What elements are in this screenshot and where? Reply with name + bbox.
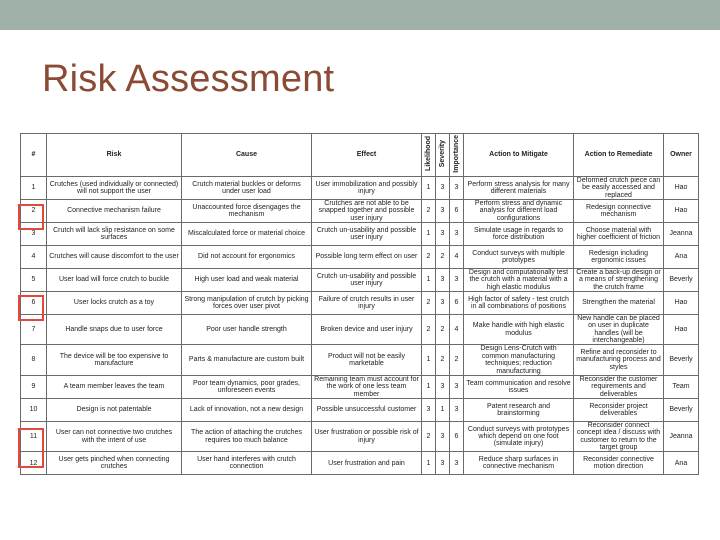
cell-owner: Hao: [664, 200, 699, 223]
cell-mitigate: Make handle with high elastic modulus: [464, 315, 574, 345]
table-row: [21, 421, 699, 451]
cell-owner: Hao: [664, 177, 699, 200]
highlight-marker-row-11: [18, 428, 44, 468]
header-num: #: [21, 134, 47, 177]
cell-mitigate: High factor of safety - test crutch in all combinations of positions: [464, 292, 574, 315]
cell-cause: The action of attaching the crutches requires too much balance: [182, 421, 312, 451]
table-row: [21, 269, 699, 292]
cell-remediate: Strengthen the material: [574, 292, 664, 315]
table-header-row: [21, 134, 699, 177]
cell-effect: Failure of crutch results in user injury: [312, 292, 422, 315]
header-mitigate: Action to Mitigate: [464, 134, 574, 177]
cell-severity: 1: [436, 398, 450, 421]
cell-severity: 3: [436, 200, 450, 223]
header-importance: [450, 134, 464, 177]
cell-remediate: New handle can be placed on user in duplicate handles (will be interchangeable): [574, 315, 664, 345]
cell-severity: 2: [436, 315, 450, 345]
cell-remediate: Reconsider the customer requirements and deliverables: [574, 375, 664, 398]
cell-severity: 3: [436, 452, 450, 475]
cell-severity: 3: [436, 292, 450, 315]
cell-cause: Crutch material buckles or deforms under user load: [182, 177, 312, 200]
cell-severity: 3: [436, 375, 450, 398]
header-likelihood-label: Likelihood: [424, 136, 432, 172]
table-row: [21, 452, 699, 475]
table-row: [21, 315, 699, 345]
risk-assessment-table: [20, 133, 699, 475]
cell-severity: 2: [436, 246, 450, 269]
table-row: [21, 375, 699, 398]
cell-effect: Product will not be easily marketable: [312, 345, 422, 375]
cell-risk: User gets pinched when connecting crutches: [47, 452, 182, 475]
cell-importance: 3: [450, 269, 464, 292]
cell-likelihood: 2: [422, 315, 436, 345]
cell-effect: Possible unsuccessful customer: [312, 398, 422, 421]
cell-cause: Parts & manufacture are custom built: [182, 345, 312, 375]
cell-severity: 2: [436, 345, 450, 375]
cell-mitigate: Design Lens-Crutch with common manufacturing techniques; reduction manufacturing: [464, 345, 574, 375]
table-row: [21, 223, 699, 246]
cell-remediate: Reconsider project deliverables: [574, 398, 664, 421]
header-severity-label: Severity: [438, 140, 446, 168]
table-row: [21, 292, 699, 315]
cell-likelihood: 1: [422, 452, 436, 475]
cell-likelihood: 1: [422, 375, 436, 398]
cell-likelihood: 2: [422, 200, 436, 223]
cell-num: 3: [21, 223, 47, 246]
cell-owner: Beverly: [664, 345, 699, 375]
cell-owner: Ana: [664, 246, 699, 269]
cell-importance: 3: [450, 375, 464, 398]
cell-effect: User immobilization and possibly injury: [312, 177, 422, 200]
cell-risk: User locks crutch as a toy: [47, 292, 182, 315]
cell-importance: 4: [450, 246, 464, 269]
cell-likelihood: 2: [422, 246, 436, 269]
cell-remediate: Reconsider connective motion direction: [574, 452, 664, 475]
slide-title: Risk Assessment: [42, 58, 335, 100]
cell-mitigate: Reduce sharp surfaces in connective mechanism: [464, 452, 574, 475]
header-importance-label: Importance: [452, 134, 460, 173]
slide-top-bar: [0, 0, 720, 30]
cell-cause: High user load and weak material: [182, 269, 312, 292]
cell-num: 7: [21, 315, 47, 345]
cell-severity: 3: [436, 421, 450, 451]
cell-effect: User frustration and pain: [312, 452, 422, 475]
table-row: [21, 177, 699, 200]
cell-risk: Handle snaps due to user force: [47, 315, 182, 345]
cell-mitigate: Team communication and resolve issues: [464, 375, 574, 398]
cell-importance: 6: [450, 292, 464, 315]
cell-risk: User load will force crutch to buckle: [47, 269, 182, 292]
cell-effect: User frustration or possible risk of injury: [312, 421, 422, 451]
cell-risk: User can not connective two crutches with the intent of use: [47, 421, 182, 451]
cell-remediate: Redesign connective mechanism: [574, 200, 664, 223]
cell-effect: Crutch un-usability and possible user injury: [312, 223, 422, 246]
header-cause: Cause: [182, 134, 312, 177]
cell-importance: 3: [450, 452, 464, 475]
cell-mitigate: Perform stress analysis for many different materials: [464, 177, 574, 200]
cell-cause: Did not account for ergonomics: [182, 246, 312, 269]
cell-owner: Hao: [664, 292, 699, 315]
cell-mitigate: Simulate usage in regards to force distribution: [464, 223, 574, 246]
highlight-marker-row-2: [18, 204, 44, 230]
cell-likelihood: 3: [422, 398, 436, 421]
header-severity: [436, 134, 450, 177]
cell-owner: Team: [664, 375, 699, 398]
cell-cause: Lack of innovation, not a new design: [182, 398, 312, 421]
header-remediate: Action to Remediate: [574, 134, 664, 177]
cell-remediate: Choose material with higher coefficient of friction: [574, 223, 664, 246]
cell-cause: Poor user handle strength: [182, 315, 312, 345]
cell-likelihood: 2: [422, 421, 436, 451]
cell-num: 1: [21, 177, 47, 200]
cell-mitigate: Conduct surveys with multiple prototypes: [464, 246, 574, 269]
cell-effect: Crutch un-usability and possible user injury: [312, 269, 422, 292]
cell-num: 5: [21, 269, 47, 292]
cell-owner: Ana: [664, 452, 699, 475]
cell-mitigate: Perform stress and dynamic analysis for different load configurations: [464, 200, 574, 223]
cell-num: 9: [21, 375, 47, 398]
table-row: [21, 398, 699, 421]
cell-num: 4: [21, 246, 47, 269]
cell-cause: Unaccounted force disengages the mechanism: [182, 200, 312, 223]
cell-risk: Crutches (used individually or connected) will not support the user: [47, 177, 182, 200]
table-row: [21, 246, 699, 269]
cell-mitigate: Patent research and brainstorming: [464, 398, 574, 421]
cell-effect: Crutches are not able to be snapped together and possible user injury: [312, 200, 422, 223]
cell-importance: 3: [450, 398, 464, 421]
cell-cause: User hand interferes with crutch connection: [182, 452, 312, 475]
cell-num: 8: [21, 345, 47, 375]
cell-severity: 3: [436, 269, 450, 292]
cell-remediate: Redesign including ergonomic issues: [574, 246, 664, 269]
cell-remediate: Refine and reconsider to manufacturing process and styles: [574, 345, 664, 375]
cell-owner: Jeanna: [664, 223, 699, 246]
cell-num: 2: [21, 200, 47, 223]
cell-importance: 3: [450, 223, 464, 246]
cell-risk: Connective mechanism failure: [47, 200, 182, 223]
cell-risk: A team member leaves the team: [47, 375, 182, 398]
cell-likelihood: 1: [422, 269, 436, 292]
cell-owner: Hao: [664, 315, 699, 345]
header-likelihood: [422, 134, 436, 177]
cell-importance: 4: [450, 315, 464, 345]
cell-num: 12: [21, 452, 47, 475]
cell-importance: 2: [450, 345, 464, 375]
header-owner: Owner: [664, 134, 699, 177]
cell-likelihood: 1: [422, 345, 436, 375]
cell-severity: 3: [436, 223, 450, 246]
header-risk: Risk: [47, 134, 182, 177]
cell-remediate: Reconsider connect concept idea / discuss with customer to return to the target group: [574, 421, 664, 451]
cell-importance: 6: [450, 421, 464, 451]
cell-severity: 3: [436, 177, 450, 200]
cell-remediate: Deformed crutch piece can be easily accessed and replaced: [574, 177, 664, 200]
cell-risk: Design is not patentable: [47, 398, 182, 421]
cell-likelihood: 2: [422, 292, 436, 315]
cell-remediate: Create a back-up design or a means of strengthening the crutch frame: [574, 269, 664, 292]
cell-effect: Possible long term effect on user: [312, 246, 422, 269]
cell-likelihood: 1: [422, 223, 436, 246]
cell-num: 11: [21, 421, 47, 451]
cell-likelihood: 1: [422, 177, 436, 200]
cell-num: 6: [21, 292, 47, 315]
cell-owner: Beverly: [664, 398, 699, 421]
cell-owner: Beverly: [664, 269, 699, 292]
cell-num: 10: [21, 398, 47, 421]
header-effect: Effect: [312, 134, 422, 177]
cell-importance: 6: [450, 200, 464, 223]
cell-effect: Broken device and user injury: [312, 315, 422, 345]
cell-owner: Jeanna: [664, 421, 699, 451]
cell-risk: Crutches will cause discomfort to the user: [47, 246, 182, 269]
cell-cause: Poor team dynamics, poor grades, unforeseen events: [182, 375, 312, 398]
cell-cause: Strong manipulation of crutch by picking forces over user pivot: [182, 292, 312, 315]
cell-effect: Remaining team must account for the work of one less team member: [312, 375, 422, 398]
cell-mitigate: Design and computationally test the crutch with a material with a high elastic modulus: [464, 269, 574, 292]
table-row: [21, 345, 699, 375]
cell-risk: Crutch will lack slip resistance on some surfaces: [47, 223, 182, 246]
cell-mitigate: Conduct surveys with prototypes which depend on one foot (simulate injury): [464, 421, 574, 451]
risk-table-body: [21, 177, 699, 475]
cell-risk: The device will be too expensive to manufacture: [47, 345, 182, 375]
table-row: [21, 200, 699, 223]
highlight-marker-row-6: [18, 295, 44, 321]
cell-cause: Miscalculated force or material choice: [182, 223, 312, 246]
risk-table-container: [20, 133, 698, 483]
cell-importance: 3: [450, 177, 464, 200]
